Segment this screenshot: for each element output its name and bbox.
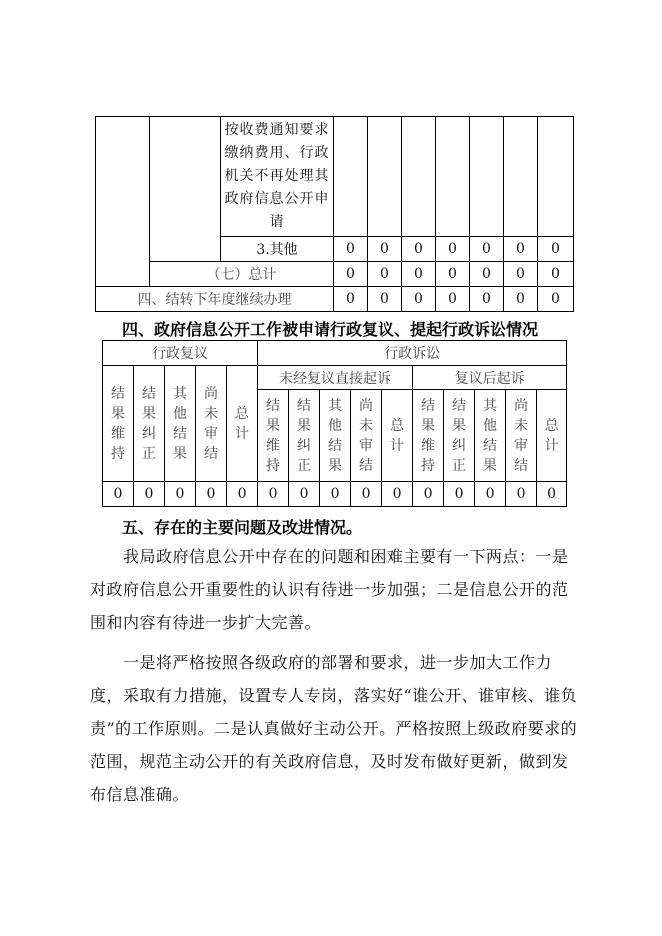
improvements-paragraph	[90, 646, 582, 811]
col-label: 总 计	[390, 417, 405, 454]
col-label: 结 果 纠 正	[297, 397, 312, 474]
total-label: （七）总计	[150, 262, 334, 287]
value-cell: 0	[475, 482, 506, 507]
value-cell: 0	[470, 262, 504, 287]
col-label: 其 他 结 果	[483, 397, 498, 474]
value-cell: 0	[368, 287, 402, 312]
col-result-corrected	[134, 366, 165, 482]
value-cell: 0	[436, 262, 470, 287]
value-cell: 0	[538, 287, 574, 312]
section-4-heading: 四、政府信息公开工作被申请行政复议、提起行政诉讼情况	[122, 320, 539, 339]
col-pending	[196, 366, 227, 482]
value-cell: 0	[103, 482, 134, 507]
value-cell: 0	[402, 262, 436, 287]
col-pending	[506, 390, 537, 482]
col-label: 其 他 结 果	[173, 385, 187, 462]
value-cell	[470, 117, 504, 237]
application-stats-table	[95, 116, 574, 312]
value-cell: 0	[368, 237, 402, 262]
col-label: 结 果 维 持	[111, 385, 125, 462]
fee-reason-label: 按收费通知要求缴纳费用、行政机关不再处理其政府信息公开申请	[221, 117, 334, 237]
col-label: 结 果 维 持	[266, 397, 281, 474]
value-cell: 0	[165, 482, 196, 507]
value-cell: 0	[134, 482, 165, 507]
col-label: 结 果 维 持	[421, 397, 436, 474]
col-other-result	[475, 390, 506, 482]
col-total	[382, 390, 413, 482]
col-result-upheld	[413, 390, 444, 482]
problems-paragraph	[90, 540, 582, 639]
value-cell: 0	[504, 287, 538, 312]
col-label: 尚 未 审 结	[514, 397, 529, 474]
value-cell	[538, 117, 574, 237]
reconsideration-header: 行政复议	[103, 341, 258, 366]
blank-cell	[150, 117, 221, 262]
col-result-corrected	[289, 390, 320, 482]
blank-cell	[96, 117, 150, 287]
value-cell	[402, 117, 436, 237]
col-result-upheld	[103, 366, 134, 482]
other-label: 3.其他	[221, 237, 334, 262]
col-other-result	[320, 390, 351, 482]
paragraph-text: 我局政府信息公开中存在的问题和困难主要有一下两点：一是对政府信息公开重要性的认识有待进一步加强；二是信息公开的范围和内容有待进一步扩大完善。	[90, 547, 569, 632]
value-cell: 0	[538, 237, 574, 262]
value-cell: 0	[368, 262, 402, 287]
value-cell	[368, 117, 402, 237]
value-cell: 0	[470, 287, 504, 312]
paragraph-text: 一是将严格按照各级政府的部署和要求，进一步加大工作力度，采取有力措施，设置专人专岗，落实好“谁公开、谁审核、谁负责”的工作原则。二是认真做好主动公开。严格按照上级政府要求的范围，规范主动公开的有关政府信息，及时发布做好更新，做到发布信息准确。	[90, 653, 578, 804]
direct-suit-header: 未经复议直接起诉	[258, 366, 413, 390]
value-cell: 0	[196, 482, 227, 507]
carry-over-label: 四、结转下年度继续办理	[96, 287, 334, 312]
after-reconsideration-header: 复议后起诉	[413, 366, 567, 390]
value-cell: 0	[320, 482, 351, 507]
col-result-corrected	[444, 390, 475, 482]
col-result-upheld	[258, 390, 289, 482]
value-cell: 0	[413, 482, 444, 507]
value-cell: 0	[351, 482, 382, 507]
value-cell: 0	[402, 237, 436, 262]
value-cell: 0	[504, 262, 538, 287]
value-cell: 0	[289, 482, 320, 507]
col-label: 总 计	[544, 417, 559, 454]
value-cell: 0	[382, 482, 413, 507]
col-label: 尚 未 审 结	[204, 385, 218, 462]
section-5-heading: 五、存在的主要问题及改进情况。	[122, 518, 363, 537]
value-cell: 0	[538, 262, 574, 287]
value-cell: 0	[227, 482, 258, 507]
col-label: 其 他 结 果	[328, 397, 343, 474]
value-cell: 0	[334, 237, 368, 262]
col-label: 结 果 纠 正	[142, 385, 156, 462]
value-cell: 0	[334, 287, 368, 312]
value-cell: 0	[504, 237, 538, 262]
value-cell: 0	[436, 287, 470, 312]
value-cell: 0	[334, 262, 368, 287]
value-cell	[504, 117, 538, 237]
value-cell	[334, 117, 368, 237]
col-total	[537, 390, 567, 482]
value-cell: 0	[436, 237, 470, 262]
value-cell: 0	[258, 482, 289, 507]
value-cell	[436, 117, 470, 237]
litigation-header: 行政诉讼	[258, 341, 567, 366]
value-cell: 0	[506, 482, 537, 507]
col-label: 尚 未 审 结	[359, 397, 374, 474]
value-cell: 0	[444, 482, 475, 507]
review-litigation-table	[102, 340, 567, 507]
col-label: 结 果 纠 正	[452, 397, 467, 474]
col-other-result	[165, 366, 196, 482]
value-cell: 0	[402, 287, 436, 312]
col-pending	[351, 390, 382, 482]
col-label: 总 计	[235, 405, 250, 442]
col-total	[227, 366, 258, 482]
value-cell: 0	[537, 482, 567, 507]
value-cell: 0	[470, 237, 504, 262]
